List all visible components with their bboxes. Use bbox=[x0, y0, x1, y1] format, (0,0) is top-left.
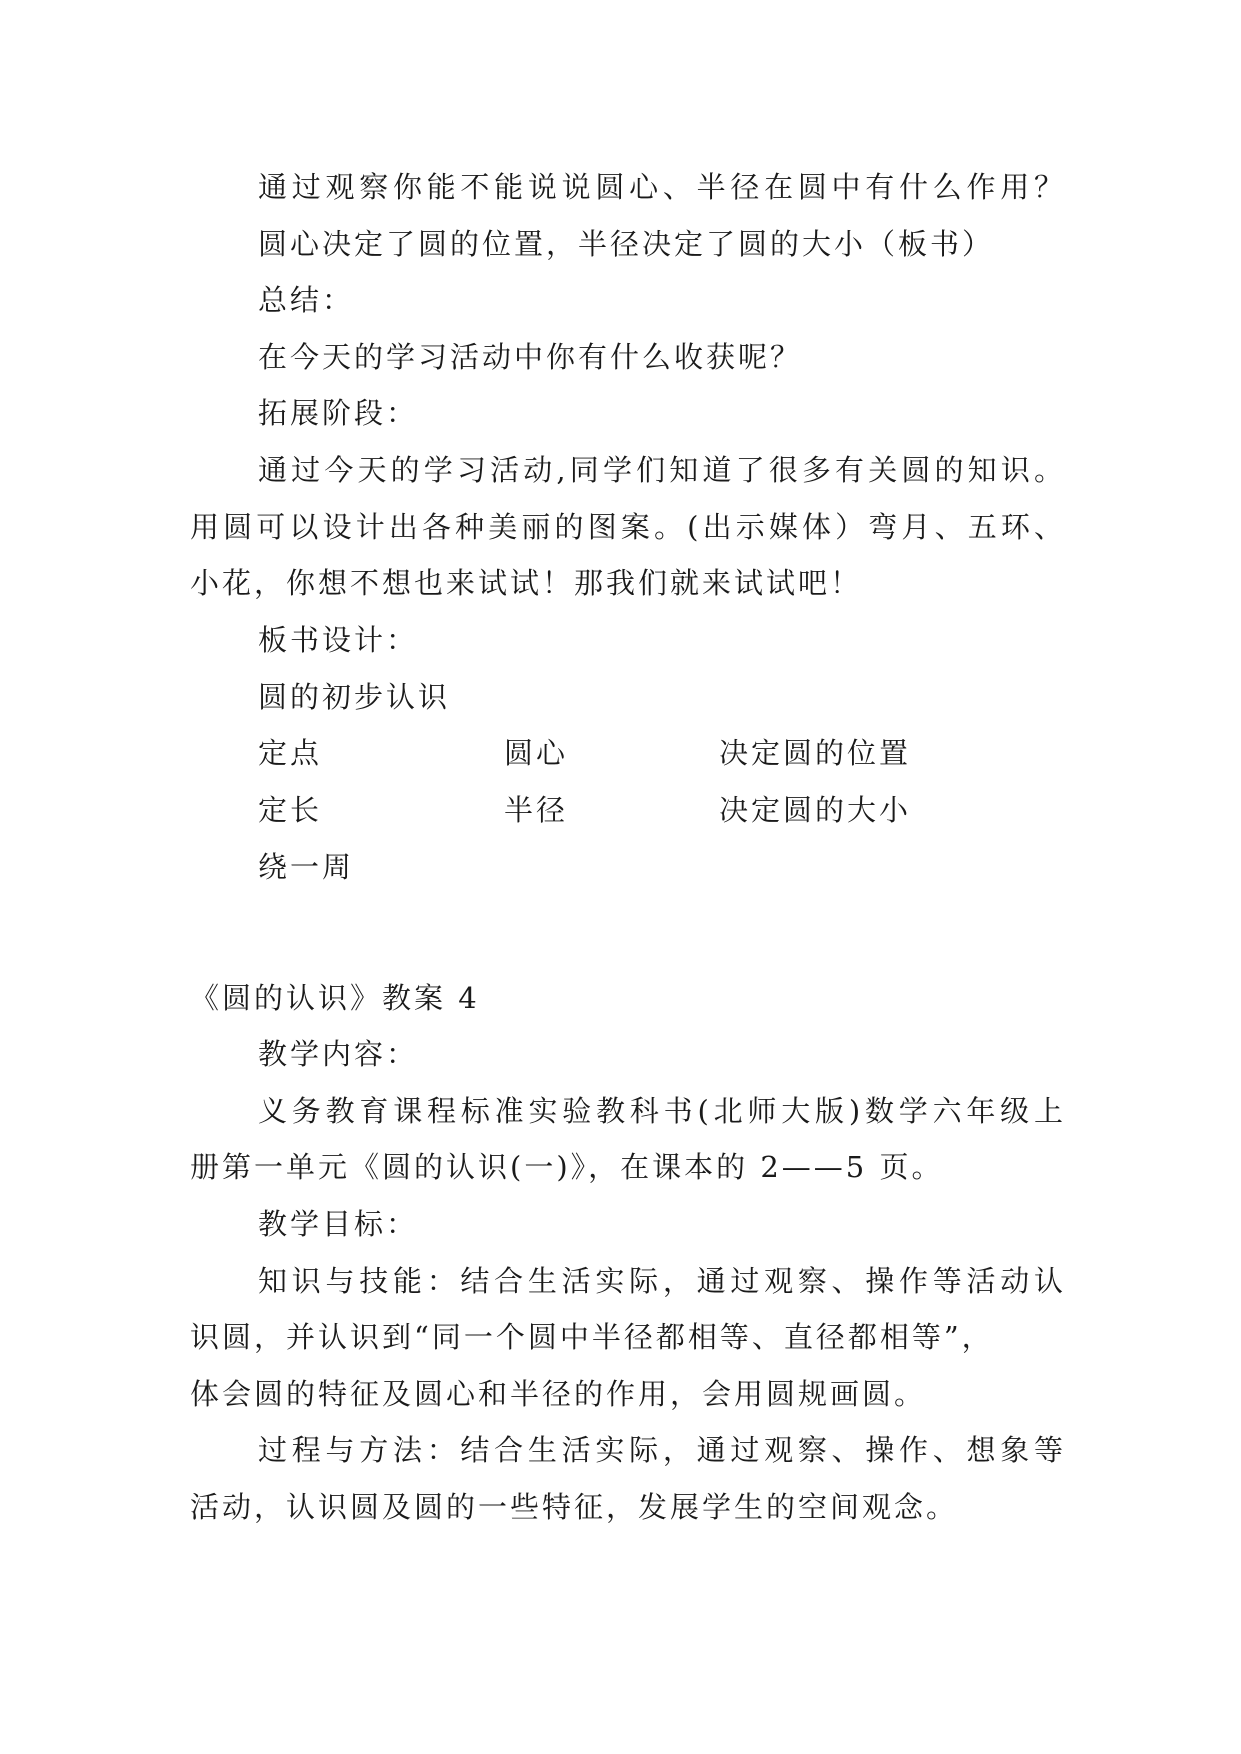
text-line: 圆心决定了圆的位置，半径决定了圆的大小（板书） bbox=[258, 227, 995, 261]
text-line: 用圆可以设计出各种美丽的图案。(出示媒体）弯月、五环、 bbox=[190, 510, 1066, 544]
text-line: 小花，你想不想也来试试！那我们就来试试吧！ bbox=[190, 566, 863, 600]
section-heading: 拓展阶段： bbox=[258, 396, 419, 430]
text-line: 过程与方法：结合生活实际，通过观察、操作、想象等 bbox=[258, 1433, 1066, 1467]
board-title: 圆的初步认识 bbox=[258, 680, 451, 714]
text-line: 知识与技能：结合生活实际，通过观察、操作等活动认 bbox=[258, 1264, 1066, 1298]
board-cell: 圆心 bbox=[504, 736, 569, 770]
board-cell: 定长 bbox=[258, 793, 323, 827]
text-line: 义务教育课程标准实验教科书(北师大版)数学六年级上 bbox=[258, 1094, 1066, 1128]
board-cell: 定点 bbox=[258, 736, 323, 770]
text-line: 活动，认识圆及圆的一些特征，发展学生的空间观念。 bbox=[190, 1490, 959, 1524]
text-line: 通过今天的学习活动,同学们知道了很多有关圆的知识。 bbox=[258, 453, 1066, 487]
section-heading: 总结： bbox=[258, 283, 355, 317]
text-line: 体会圆的特征及圆心和半径的作用，会用圆规画圆。 bbox=[190, 1377, 927, 1411]
document-title: 《圆的认识》教案 4 bbox=[190, 981, 480, 1015]
text-line: 在今天的学习活动中你有什么收获呢？ bbox=[258, 340, 803, 374]
text-line: 绕一周 bbox=[258, 850, 355, 884]
board-cell: 决定圆的位置 bbox=[719, 736, 912, 770]
section-heading: 教学目标： bbox=[258, 1207, 419, 1241]
text-line: 识圆，并认识到“同一个圆中半径都相等、直径都相等”， bbox=[190, 1320, 994, 1354]
board-cell: 半径 bbox=[504, 793, 569, 827]
section-heading: 板书设计： bbox=[258, 623, 419, 657]
section-heading: 教学内容： bbox=[258, 1037, 419, 1071]
text-line: 通过观察你能不能说说圆心、半径在圆中有什么作用？ bbox=[258, 170, 1066, 204]
text-line: 册第一单元《圆的认识(一)》，在课本的 2——5 页。 bbox=[190, 1150, 944, 1184]
board-cell: 决定圆的大小 bbox=[719, 793, 912, 827]
